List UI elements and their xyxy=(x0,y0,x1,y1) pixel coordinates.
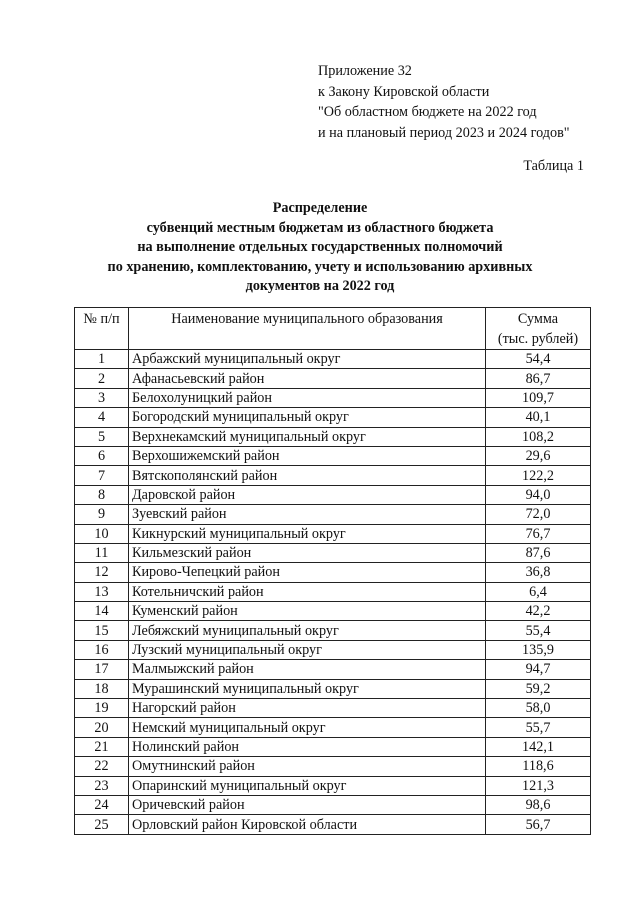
cell-num: 4 xyxy=(75,408,129,427)
cell-sum: 72,0 xyxy=(486,505,591,524)
table-row xyxy=(75,621,591,640)
cell-num: 13 xyxy=(75,582,129,601)
cell-sum: 109,7 xyxy=(486,388,591,407)
cell-name: Верхошижемский район xyxy=(129,446,486,465)
cell-sum: 94,0 xyxy=(486,485,591,504)
table-row xyxy=(75,776,591,795)
cell-name: Вятскополянский район xyxy=(129,466,486,485)
cell-sum: 54,4 xyxy=(486,350,591,369)
header-sum-line: (тыс. рублей) xyxy=(497,331,579,347)
cell-sum: 121,3 xyxy=(486,776,591,795)
cell-num: 7 xyxy=(75,466,129,485)
cell-num: 5 xyxy=(75,427,129,446)
appendix-line: Приложение 32 xyxy=(318,63,412,79)
cell-sum: 118,6 xyxy=(486,757,591,776)
appendix-note xyxy=(318,61,570,143)
table-row xyxy=(75,582,591,601)
cell-name: Верхнекамский муниципальный округ xyxy=(129,427,486,446)
table-row xyxy=(75,543,591,562)
cell-num: 16 xyxy=(75,640,129,659)
cell-sum: 76,7 xyxy=(486,524,591,543)
table-row xyxy=(75,679,591,698)
table-row xyxy=(75,485,591,504)
table-row xyxy=(75,795,591,814)
cell-sum: 29,6 xyxy=(486,446,591,465)
document-title xyxy=(90,199,550,297)
cell-name: Кирово-Чепецкий район xyxy=(129,563,486,582)
cell-name: Орловский район Кировской области xyxy=(129,815,486,834)
cell-sum: 59,2 xyxy=(486,679,591,698)
cell-name: Немский муниципальный округ xyxy=(129,718,486,737)
distribution-table xyxy=(74,307,591,835)
cell-sum: 98,6 xyxy=(486,795,591,814)
cell-num: 8 xyxy=(75,485,129,504)
cell-name: Богородский муниципальный округ xyxy=(129,408,486,427)
cell-name: Малмыжский район xyxy=(129,660,486,679)
appendix-line: к Закону Кировской области xyxy=(318,83,490,100)
cell-name: Арбажский муниципальный округ xyxy=(129,350,486,369)
cell-num: 12 xyxy=(75,563,129,582)
table-row xyxy=(75,718,591,737)
cell-num: 6 xyxy=(75,446,129,465)
table-label: Таблица 1 xyxy=(523,158,584,174)
table-row xyxy=(75,699,591,718)
appendix-line: и на плановый период 2023 и 2024 годов" xyxy=(318,124,570,141)
cell-name: Мурашинский муниципальный округ xyxy=(129,679,486,698)
table-row xyxy=(75,505,591,524)
cell-name: Опаринский муниципальный округ xyxy=(129,776,486,795)
cell-sum: 87,6 xyxy=(486,543,591,562)
table-body xyxy=(75,350,591,835)
cell-sum: 6,4 xyxy=(486,582,591,601)
table-row xyxy=(75,350,591,369)
cell-name: Омутнинский район xyxy=(129,757,486,776)
cell-name: Зуевский район xyxy=(129,505,486,524)
table-row xyxy=(75,466,591,485)
cell-num: 20 xyxy=(75,718,129,737)
cell-name: Лузский муниципальный округ xyxy=(129,640,486,659)
cell-sum: 135,9 xyxy=(486,640,591,659)
table-row xyxy=(75,388,591,407)
cell-name: Кильмезский район xyxy=(129,543,486,562)
table-row xyxy=(75,737,591,756)
table-row xyxy=(75,446,591,465)
table-row xyxy=(75,524,591,543)
title-line: документов на 2022 год xyxy=(245,278,395,294)
cell-num: 10 xyxy=(75,524,129,543)
cell-num: 1 xyxy=(75,350,129,369)
table-row xyxy=(75,369,591,388)
cell-name: Белохолуницкий район xyxy=(129,388,486,407)
cell-name: Оричевский район xyxy=(129,795,486,814)
cell-num: 17 xyxy=(75,660,129,679)
cell-num: 23 xyxy=(75,776,129,795)
title-line: на выполнение отдельных государственных полномочий xyxy=(137,239,503,255)
cell-num: 21 xyxy=(75,737,129,756)
cell-num: 15 xyxy=(75,621,129,640)
cell-name: Нолинский район xyxy=(129,737,486,756)
cell-sum: 40,1 xyxy=(486,408,591,427)
cell-num: 9 xyxy=(75,505,129,524)
cell-num: 24 xyxy=(75,795,129,814)
header-sum-line: Сумма xyxy=(517,311,559,327)
cell-name: Лебяжский муниципальный округ xyxy=(129,621,486,640)
cell-sum: 122,2 xyxy=(486,466,591,485)
header-num: № п/п xyxy=(75,308,129,350)
cell-name: Афанасьевский район xyxy=(129,369,486,388)
title-line: Распределение xyxy=(272,200,368,216)
cell-sum: 55,4 xyxy=(486,621,591,640)
cell-sum: 108,2 xyxy=(486,427,591,446)
appendix-line: "Об областном бюджете на 2022 год xyxy=(318,104,537,120)
cell-sum: 56,7 xyxy=(486,815,591,834)
header-sum xyxy=(486,308,591,350)
table-row xyxy=(75,427,591,446)
table-row xyxy=(75,757,591,776)
cell-sum: 36,8 xyxy=(486,563,591,582)
header-name: Наименование муниципального образования xyxy=(129,308,486,350)
cell-sum: 42,2 xyxy=(486,602,591,621)
cell-sum: 55,7 xyxy=(486,718,591,737)
table-row xyxy=(75,602,591,621)
table-row xyxy=(75,640,591,659)
cell-sum: 58,0 xyxy=(486,699,591,718)
cell-name: Котельничский район xyxy=(129,582,486,601)
cell-num: 18 xyxy=(75,679,129,698)
table-row xyxy=(75,563,591,582)
table-row xyxy=(75,408,591,427)
cell-num: 2 xyxy=(75,369,129,388)
cell-sum: 94,7 xyxy=(486,660,591,679)
cell-num: 25 xyxy=(75,815,129,834)
cell-num: 11 xyxy=(75,543,129,562)
cell-name: Куменский район xyxy=(129,602,486,621)
cell-num: 14 xyxy=(75,602,129,621)
cell-name: Даровской район xyxy=(129,485,486,504)
table-row xyxy=(75,815,591,834)
title-line: по хранению, комплектованию, учету и использованию архивных xyxy=(107,258,533,275)
cell-sum: 86,7 xyxy=(486,369,591,388)
cell-num: 19 xyxy=(75,699,129,718)
cell-num: 3 xyxy=(75,388,129,407)
table-row xyxy=(75,660,591,679)
table-header-row xyxy=(75,308,591,350)
cell-num: 22 xyxy=(75,757,129,776)
title-line: субвенций местным бюджетам из областного бюджета xyxy=(146,219,494,236)
cell-name: Кикнурский муниципальный округ xyxy=(129,524,486,543)
cell-sum: 142,1 xyxy=(486,737,591,756)
cell-name: Нагорский район xyxy=(129,699,486,718)
